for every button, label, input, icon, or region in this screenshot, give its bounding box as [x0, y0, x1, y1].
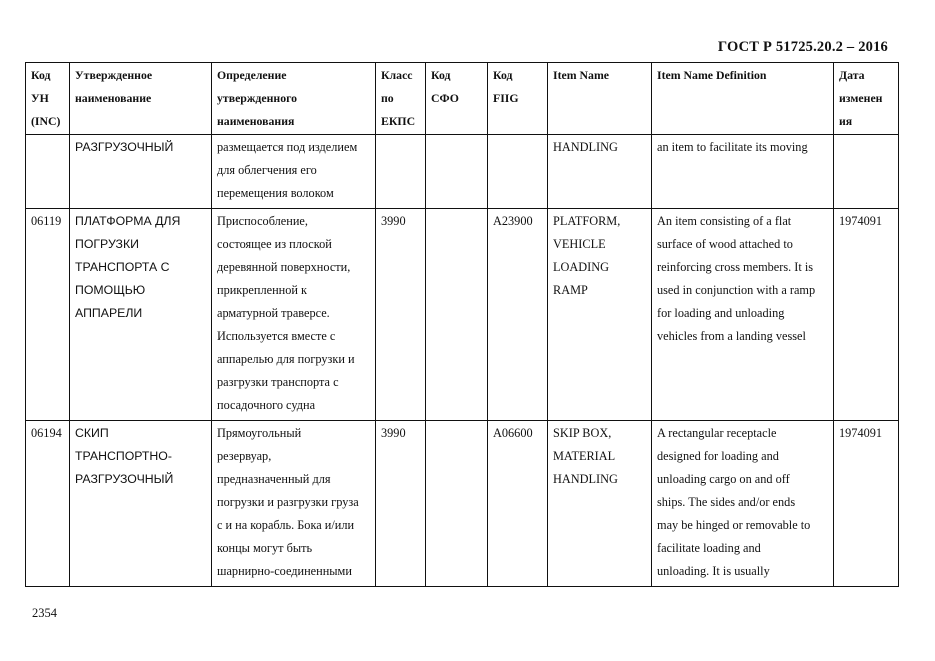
cell-item-definition: An item consisting of a flat surface of wood attached to reinforcing cross members. It is used in conjunction with a ramp for loading and unloading vehicles from a landing vessel	[652, 209, 834, 421]
cell-definition: Приспособление, состоящее из плоской деревянной поверхности, прикрепленной к арматурной траверсе. Используется вместе с аппарелью для погрузки и разгрузки транспорта с посадочного судна	[212, 209, 376, 421]
cell-class: 3990	[376, 209, 426, 421]
header-sfo: Код СФО	[426, 63, 488, 135]
cell-definition: размещается под изделием для облегчения его перемещения волоком	[212, 135, 376, 209]
cell-name: СКИП ТРАНСПОРТНО- РАЗГРУЗОЧНЫЙ	[70, 421, 212, 587]
cell-date: 1974091	[834, 209, 899, 421]
cell-item-definition: A rectangular receptacle designed for loading and unloading cargo on and off ships. The sides and/or ends may be hinged or removable to facilitate loading and unloading. It is usually	[652, 421, 834, 587]
header-row	[26, 63, 899, 135]
cell-definition: Прямоугольный резервуар, предназначенный для погрузки и разгрузки груза с и на корабль. Бока и/или концы могут быть шарнирно-соединенными	[212, 421, 376, 587]
cell-fiig: A23900	[488, 209, 548, 421]
cell-item-definition: an item to facilitate its moving	[652, 135, 834, 209]
cell-item-name: HANDLING	[548, 135, 652, 209]
cell-item-name: PLATFORM, VEHICLE LOADING RAMP	[548, 209, 652, 421]
header-item-name: Item Name	[548, 63, 652, 135]
table-row	[26, 209, 899, 421]
header-approved-name: Утвержденное наименование	[70, 63, 212, 135]
cell-name: РАЗГРУЗОЧНЫЙ	[70, 135, 212, 209]
cell-date: 1974091	[834, 421, 899, 587]
cell-fiig: A06600	[488, 421, 548, 587]
standard-title: ГОСТ Р 51725.20.2 – 2016	[717, 39, 888, 55]
cell-fiig	[488, 135, 548, 209]
page-number: 2354	[32, 606, 57, 620]
table-row	[26, 421, 899, 587]
header-item-definition: Item Name Definition	[652, 63, 834, 135]
cell-sfo	[426, 421, 488, 587]
cell-item-name: SKIP BOX, MATERIAL HANDLING	[548, 421, 652, 587]
table-row	[26, 135, 899, 209]
catalog-table	[25, 62, 899, 587]
header-code: Код УН (INC)	[26, 63, 70, 135]
header-definition: Определение утвержденного наименования	[212, 63, 376, 135]
header-class: Класс по ЕКПС	[376, 63, 426, 135]
cell-sfo	[426, 209, 488, 421]
cell-date	[834, 135, 899, 209]
cell-sfo	[426, 135, 488, 209]
header-fiig: Код FIIG	[488, 63, 548, 135]
header-date: Дата изменен ия	[834, 63, 899, 135]
cell-name: ПЛАТФОРМА ДЛЯ ПОГРУЗКИ ТРАНСПОРТА С ПОМОЩЬЮ АППАРЕЛИ	[70, 209, 212, 421]
cell-code	[26, 135, 70, 209]
cell-class: 3990	[376, 421, 426, 587]
cell-class	[376, 135, 426, 209]
cell-code: 06119	[26, 209, 70, 421]
cell-code: 06194	[26, 421, 70, 587]
